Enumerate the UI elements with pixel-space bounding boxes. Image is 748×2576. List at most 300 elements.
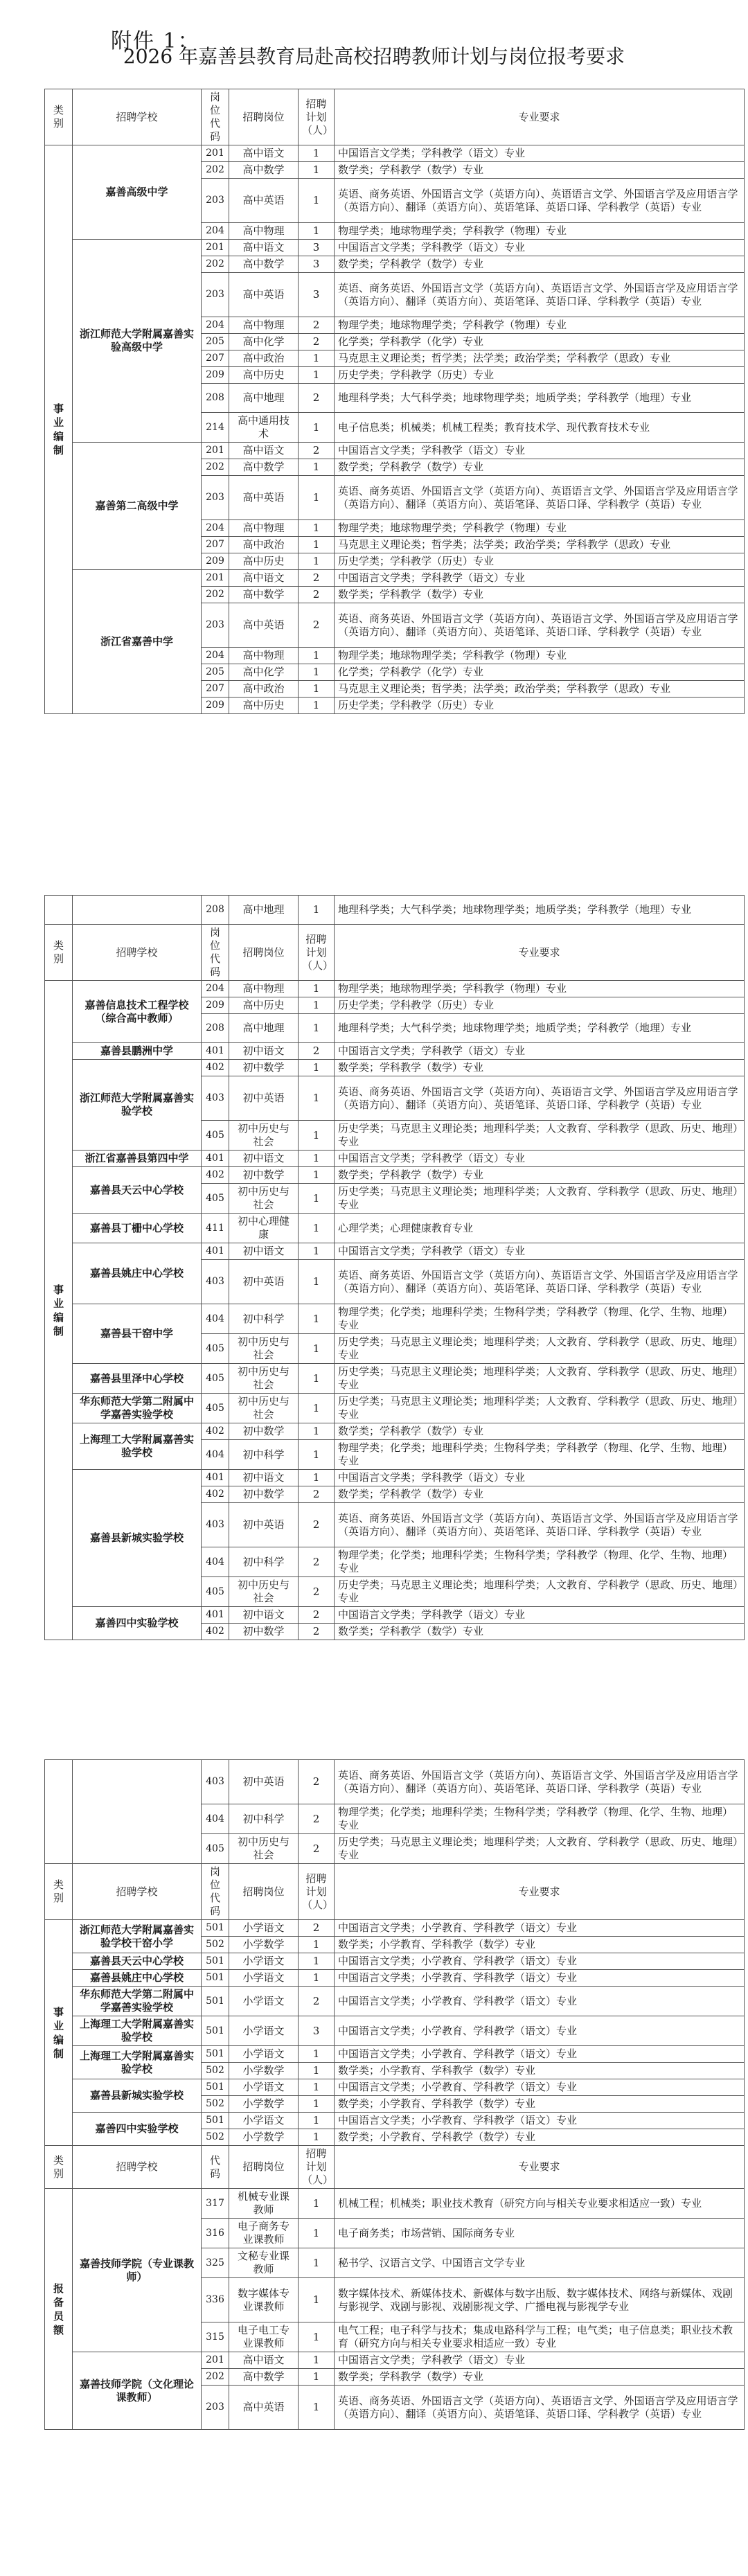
school-cell: 嘉善县天云中心学校 [73,1953,202,1970]
requirement-cell: 物理学类；化学类；地理科学类；生物科学类；学科教学（物理、化学、生物、地理）专业 [335,1440,745,1470]
requirement-cell: 中国语言文学类；小学教育、学科教学（语文）专业 [335,1987,745,2016]
post-code-cell: 403 [202,1503,229,1547]
requirement-cell: 中国语言文学类；小学教育、学科教学（语文）专业 [335,1920,745,1937]
post-name-cell: 高中数学 [229,587,299,603]
post-name-cell: 高中物理 [229,223,299,240]
school-cell: 浙江师范大学附属嘉善实验高级中学 [73,240,202,443]
requirement-cell: 物理学类；化学类；地理科学类；生物科学类；学科教学（物理、化学、生物、地理）专业 [335,1804,745,1834]
headcount-cell: 2 [299,317,335,334]
post-name-cell: 高中政治 [229,537,299,553]
post-code-cell: 201 [202,240,229,256]
headcount-cell: 1 [299,1260,335,1304]
post-code-cell: 402 [202,1060,229,1076]
post-code-cell: 402 [202,1486,229,1503]
requirement-cell: 中国语言文学类；学科教学（语文）专业 [335,1243,745,1260]
post-code-cell: 403 [202,1760,229,1804]
headcount-cell: 1 [299,2063,335,2079]
header-requirements: 专业要求 [335,1864,745,1920]
requirement-cell: 中国语言文学类；小学教育、学科教学（语文）专业 [335,2113,745,2129]
header-position: 招聘岗位 [229,1864,299,1920]
requirement-cell: 历史学类；马克思主义理论类；地理科学类；人文教育、学科教学（思政、历史、地理）专业 [335,1364,745,1394]
post-name-cell: 高中数学 [229,2369,299,2386]
school-cell: 嘉善高级中学 [73,145,202,240]
requirement-cell: 英语、商务英语、外国语言文学（英语方向）、英语语言文学、外国语言学及应用语言学（英语方向）、翻译（英语方向）、英语笔译、英语口译、学科教学（英语）专业 [335,1503,745,1547]
post-code-cell: 205 [202,334,229,350]
recruitment-table-page1 [44,89,745,714]
headcount-cell: 1 [299,1394,335,1423]
post-name-cell: 高中历史 [229,367,299,384]
post-code-cell: 402 [202,1423,229,1440]
requirement-cell: 中国语言文学类；小学教育、学科教学（语文）专业 [335,2016,745,2046]
requirement-cell: 中国语言文学类；学科教学（语文）专业 [335,570,745,587]
requirement-cell: 中国语言文学类；小学教育、学科教学（语文）专业 [335,1970,745,1987]
post-name-cell: 高中物理 [229,317,299,334]
school-cell: 嘉善四中实验学校 [73,1607,202,1640]
header-count: 招聘计划（人） [299,2146,335,2189]
requirement-cell: 地理科学类；大气科学类；地球物理学类；地质学类；学科教学（地理）专业 [335,1014,745,1043]
post-code-cell: 209 [202,698,229,714]
requirement-cell: 中国语言文学类；学科教学（语文）专业 [335,2352,745,2369]
header-category: 类别 [45,1864,73,1920]
post-name-cell: 小学语文 [229,2113,299,2129]
headcount-cell: 1 [299,896,335,925]
requirement-cell: 历史学类；学科教学（历史）专业 [335,997,745,1014]
post-name-cell: 小学语文 [229,2046,299,2063]
header-count: 招聘计划（人） [299,925,335,981]
table-header-row [45,925,745,981]
requirement-cell: 中国语言文学类；小学教育、学科教学（语文）专业 [335,1953,745,1970]
requirement-cell: 数学类；学科教学（数学）专业 [335,1167,745,1184]
school-cell: 嘉善县丁栅中心学校 [73,1214,202,1243]
headcount-cell: 2 [299,1987,335,2016]
headcount-cell: 1 [299,1953,335,1970]
post-code-cell: 207 [202,537,229,553]
headcount-cell: 3 [299,2016,335,2046]
requirement-cell: 历史学类；马克思主义理论类；地理科学类；人文教育、学科教学（思政、历史、地理）专业 [335,1577,745,1607]
category-cell: 事 业 编 制 [45,145,73,714]
requirement-cell: 数学类；小学教育、学科教学（数学）专业 [335,2129,745,2146]
requirement-cell: 数学类；小学教育、学科教学（数学）专业 [335,1937,745,1953]
table-row [45,1470,745,1486]
post-code-cell: 315 [202,2322,229,2352]
headcount-cell: 2 [299,1834,335,1864]
requirement-cell: 数学类；学科教学（数学）专业 [335,1486,745,1503]
post-name-cell: 高中数学 [229,162,299,179]
post-code-cell: 502 [202,2129,229,2146]
post-name-cell: 初中数学 [229,1624,299,1640]
post-code-cell: 325 [202,2248,229,2278]
post-code-cell: 202 [202,2369,229,2386]
post-code-cell: 405 [202,1184,229,1214]
requirement-cell: 中国语言文学类；小学教育、学科教学（语文）专业 [335,2079,745,2096]
requirement-cell: 中国语言文学类；学科教学（语文）专业 [335,145,745,162]
post-code-cell: 502 [202,2063,229,2079]
post-name-cell: 初中英语 [229,1503,299,1547]
headcount-cell: 1 [299,1304,335,1334]
headcount-cell: 1 [299,1167,335,1184]
table-row [45,1060,745,1076]
school-cell: 嘉善县鹏洲中学 [73,1043,202,1060]
post-name-cell: 初中语文 [229,1470,299,1486]
post-name-cell: 高中历史 [229,553,299,570]
school-cell: 嘉善县姚庄中心学校 [73,1243,202,1304]
headcount-cell: 1 [299,2113,335,2129]
requirement-cell: 历史学类；学科教学（历史）专业 [335,553,745,570]
school-cell: 嘉善县天云中心学校 [73,1167,202,1214]
table-row [45,1243,745,1260]
table-row [45,443,745,459]
post-name-cell: 高中历史 [229,698,299,714]
header-category: 类别 [45,2146,73,2189]
headcount-cell: 2 [299,443,335,459]
post-name-cell: 小学数学 [229,2096,299,2113]
post-name-cell: 高中物理 [229,648,299,664]
post-name-cell: 高中语文 [229,145,299,162]
school-cell: 嘉善技师学院（文化理论课教师） [73,2352,202,2430]
headcount-cell: 1 [299,145,335,162]
table-row [45,1304,745,1334]
header-school: 招聘学校 [73,2146,202,2189]
requirement-cell: 英语、商务英语、外国语言文学（英语方向）、英语语言文学、外国语言学及应用语言学（英语方向）、翻译（英语方向）、英语笔译、英语口译、学科教学（英语）专业 [335,476,745,520]
post-name-cell: 初中历史与社会 [229,1834,299,1864]
table-row [45,2189,745,2219]
headcount-cell: 1 [299,223,335,240]
school-cell: 嘉善第二高级中学 [73,443,202,570]
table-header-row [45,89,745,145]
post-code-cell: 202 [202,162,229,179]
post-code-cell: 502 [202,2096,229,2113]
headcount-cell: 2 [299,1503,335,1547]
post-code-cell: 401 [202,1607,229,1624]
post-code-cell: 336 [202,2278,229,2322]
page-title: 2026 年嘉善县教育局赴高校招聘教师计划与岗位报考要求 [123,45,625,68]
headcount-cell: 1 [299,1214,335,1243]
requirement-cell: 数学类；学科教学（数学）专业 [335,1624,745,1640]
post-name-cell: 初中历史与社会 [229,1121,299,1151]
post-code-cell: 209 [202,997,229,1014]
post-name-cell: 小学语文 [229,1953,299,1970]
post-name-cell: 高中数学 [229,256,299,273]
post-code-cell: 317 [202,2189,229,2219]
school-cell: 上海理工大学附属嘉善实验学校 [73,1423,202,1470]
school-cell: 浙江省嘉善县第四中学 [73,1151,202,1167]
post-code-cell: 405 [202,1364,229,1394]
post-name-cell: 电子商务专业课教师 [229,2219,299,2248]
requirement-cell: 数学类；小学教育、学科教学（数学）专业 [335,2096,745,2113]
requirement-cell: 英语、商务英语、外国语言文学（英语方向）、英语语言文学、外国语言学及应用语言学（英语方向）、翻译（英语方向）、英语笔译、英语口译、学科教学（英语）专业 [335,2386,745,2430]
post-code-cell: 204 [202,317,229,334]
requirement-cell: 数字媒体技术、新媒体技术、新媒体与数字出版、数字媒体技术、网络与新媒体、戏剧与影视学、戏剧与影视、戏剧影视文学、广播电视与影视学专业 [335,2278,745,2322]
post-code-cell: 403 [202,1076,229,1121]
headcount-cell: 2 [299,587,335,603]
table-row [45,2016,745,2046]
requirement-cell: 化学类；学科教学（化学）专业 [335,334,745,350]
post-code-cell: 316 [202,2219,229,2248]
header-position: 招聘岗位 [229,89,299,145]
headcount-cell: 2 [299,1624,335,1640]
post-name-cell: 高中语文 [229,240,299,256]
school-cell: 嘉善县里泽中心学校 [73,1364,202,1394]
post-name-cell: 初中英语 [229,1760,299,1804]
post-code-cell: 208 [202,896,229,925]
post-code-cell: 501 [202,2079,229,2096]
post-name-cell: 机械专业课教师 [229,2189,299,2219]
post-name-cell: 初中数学 [229,1486,299,1503]
header-school: 招聘学校 [73,89,202,145]
headcount-cell: 1 [299,648,335,664]
headcount-cell: 3 [299,240,335,256]
post-code-cell: 204 [202,981,229,997]
headcount-cell: 2 [299,1804,335,1834]
school-cell: 上海理工大学附属嘉善实验学校 [73,2046,202,2079]
requirement-cell: 化学类；学科教学（化学）专业 [335,664,745,681]
headcount-cell: 3 [299,256,335,273]
table-row [45,1760,745,1804]
post-code-cell: 404 [202,1804,229,1834]
headcount-cell: 1 [299,2369,335,2386]
headcount-cell: 2 [299,384,335,413]
post-name-cell: 高中地理 [229,896,299,925]
post-code-cell: 207 [202,681,229,698]
requirement-cell: 英语、商务英语、外国语言文学（英语方向）、英语语言文学、外国语言学及应用语言学（英语方向）、翻译（英语方向）、英语笔译、英语口译、学科教学（英语）专业 [335,179,745,223]
post-name-cell: 小学数学 [229,1937,299,1953]
post-code-cell: 405 [202,1121,229,1151]
table-row [45,1423,745,1440]
requirement-cell: 物理学类；地球物理学类；学科教学（物理）专业 [335,317,745,334]
headcount-cell: 2 [299,1547,335,1577]
header-requirements: 专业要求 [335,89,745,145]
post-code-cell: 501 [202,2016,229,2046]
headcount-cell: 1 [299,1243,335,1260]
requirement-cell: 数学类；学科教学（数学）专业 [335,2369,745,2386]
table-row [45,240,745,256]
table-row [45,1364,745,1394]
post-code-cell: 403 [202,1260,229,1304]
post-code-cell: 501 [202,1987,229,2016]
post-name-cell: 初中历史与社会 [229,1364,299,1394]
headcount-cell: 1 [299,520,335,537]
headcount-cell: 1 [299,2386,335,2430]
requirement-cell: 历史学类；马克思主义理论类；地理科学类；人文教育、学科教学（思政、历史、地理）专业 [335,1834,745,1864]
post-name-cell: 高中地理 [229,1014,299,1043]
post-code-cell: 203 [202,603,229,648]
headcount-cell: 1 [299,1121,335,1151]
empty-cell [45,1760,73,1864]
requirement-cell: 数学类；学科教学（数学）专业 [335,587,745,603]
post-name-cell: 初中语文 [229,1043,299,1060]
post-code-cell: 401 [202,1470,229,1486]
post-code-cell: 501 [202,1920,229,1937]
requirement-cell: 中国语言文学类；学科教学（语文）专业 [335,1151,745,1167]
post-name-cell: 高中历史 [229,997,299,1014]
requirement-cell: 中国语言文学类；学科教学（语文）专业 [335,1470,745,1486]
recruitment-table-page2 [44,895,745,1640]
requirement-cell: 地理科学类；大气科学类；地球物理学类；地质学类；学科教学（地理）专业 [335,384,745,413]
category-cell: 事 业 编 制 [45,1920,73,2146]
post-name-cell: 数字媒体专业课教师 [229,2278,299,2322]
school-cell: 浙江省嘉善中学 [73,570,202,714]
post-name-cell: 高中通用技术 [229,413,299,443]
post-name-cell: 高中化学 [229,334,299,350]
headcount-cell: 2 [299,334,335,350]
headcount-cell: 1 [299,1334,335,1364]
headcount-cell: 3 [299,273,335,317]
post-code-cell: 404 [202,1304,229,1334]
empty-cell [45,896,73,925]
headcount-cell: 1 [299,1076,335,1121]
headcount-cell: 1 [299,367,335,384]
recruitment-table-page3 [44,1759,745,2430]
table-row [45,1394,745,1423]
table-row [45,1970,745,1987]
requirement-cell: 历史学类；学科教学（历史）专业 [335,698,745,714]
school-cell: 浙江师范大学附属嘉善实验学校 [73,1060,202,1151]
header-code: 岗位代码 [202,925,229,981]
table-row [45,145,745,162]
post-name-cell: 高中政治 [229,681,299,698]
post-name-cell: 初中历史与社会 [229,1394,299,1423]
post-name-cell: 高中数学 [229,459,299,476]
post-code-cell: 502 [202,1937,229,1953]
headcount-cell: 2 [299,1920,335,1937]
post-name-cell: 初中心理健康 [229,1214,299,1243]
post-name-cell: 电子电工专业课教师 [229,2322,299,2352]
header-category: 类别 [45,925,73,981]
post-name-cell: 初中历史与社会 [229,1334,299,1364]
post-name-cell: 小学语文 [229,1970,299,1987]
header-code: 岗位代码 [202,89,229,145]
requirement-cell: 秘书学、汉语言文学、中国语言文学专业 [335,2248,745,2278]
headcount-cell: 1 [299,1937,335,1953]
post-name-cell: 高中物理 [229,981,299,997]
headcount-cell: 2 [299,570,335,587]
requirement-cell: 英语、商务英语、外国语言文学（英语方向）、英语语言文学、外国语言学及应用语言学（英语方向）、翻译（英语方向）、英语笔译、英语口译、学科教学（英语）专业 [335,1076,745,1121]
school-cell: 嘉善县姚庄中心学校 [73,1970,202,1987]
post-code-cell: 209 [202,553,229,570]
headcount-cell: 1 [299,2046,335,2063]
headcount-cell: 1 [299,1470,335,1486]
headcount-cell: 1 [299,681,335,698]
requirement-cell: 电气工程；电子科学与技术；集成电路科学与工程；电气类；电子信息类；职业技术教育（研究方向与相关专业要求相适应一致）专业 [335,2322,745,2352]
table-row [45,1151,745,1167]
post-code-cell: 201 [202,145,229,162]
requirement-cell: 数学类；学科教学（数学）专业 [335,459,745,476]
table-row [45,1214,745,1243]
post-name-cell: 文秘专业课教师 [229,2248,299,2278]
requirement-cell: 物理学类；地球物理学类；学科教学（物理）专业 [335,223,745,240]
post-code-cell: 405 [202,1834,229,1864]
post-code-cell: 201 [202,570,229,587]
post-code-cell: 205 [202,664,229,681]
post-name-cell: 初中语文 [229,1151,299,1167]
empty-cell [73,896,202,925]
headcount-cell: 1 [299,2278,335,2322]
post-code-cell: 401 [202,1151,229,1167]
headcount-cell: 1 [299,476,335,520]
school-cell: 华东师范大学第二附属中学嘉善实验学校 [73,1987,202,2016]
post-code-cell: 203 [202,273,229,317]
post-code-cell: 204 [202,648,229,664]
table-row [45,1043,745,1060]
post-code-cell: 405 [202,1577,229,1607]
headcount-cell: 2 [299,603,335,648]
school-cell: 嘉善信息技术工程学校（综合高中教师） [73,981,202,1043]
requirement-cell: 历史学类；马克思主义理论类；地理科学类；人文教育、学科教学（思政、历史、地理）专业 [335,1184,745,1214]
headcount-cell: 1 [299,2248,335,2278]
post-name-cell: 初中历史与社会 [229,1184,299,1214]
post-name-cell: 初中历史与社会 [229,1577,299,1607]
post-name-cell: 初中数学 [229,1060,299,1076]
post-code-cell: 501 [202,2113,229,2129]
post-name-cell: 初中数学 [229,1167,299,1184]
post-name-cell: 高中化学 [229,664,299,681]
requirement-cell: 马克思主义理论类；哲学类；法学类；政治学类；学科教学（思政）专业 [335,681,745,698]
requirement-cell: 中国语言文学类；学科教学（语文）专业 [335,240,745,256]
post-name-cell: 初中英语 [229,1076,299,1121]
requirement-cell: 英语、商务英语、外国语言文学（英语方向）、英语语言文学、外国语言学及应用语言学（英语方向）、翻译（英语方向）、英语笔译、英语口译、学科教学（英语）专业 [335,1760,745,1804]
post-name-cell: 高中语文 [229,2352,299,2369]
post-name-cell: 小学数学 [229,2063,299,2079]
category-cell: 事 业 编 制 [45,981,73,1640]
empty-cell [73,1760,202,1864]
headcount-cell: 1 [299,1423,335,1440]
post-code-cell: 204 [202,520,229,537]
post-name-cell: 小学语文 [229,2016,299,2046]
headcount-cell: 1 [299,2129,335,2146]
headcount-cell: 1 [299,162,335,179]
post-code-cell: 501 [202,1953,229,1970]
post-name-cell: 初中科学 [229,1547,299,1577]
table-header-row [45,1864,745,1920]
school-cell: 华东师范大学第二附属中学嘉善实验学校 [73,1394,202,1423]
header-position: 招聘岗位 [229,2146,299,2189]
school-cell: 嘉善四中实验学校 [73,2113,202,2146]
post-code-cell: 202 [202,256,229,273]
post-code-cell: 404 [202,1440,229,1470]
category-cell: 报 备 员 额 [45,2189,73,2430]
header-category: 类别 [45,89,73,145]
post-name-cell: 高中物理 [229,520,299,537]
post-code-cell: 209 [202,367,229,384]
post-name-cell: 小学语文 [229,2079,299,2096]
header-count: 招聘计划（人） [299,1864,335,1920]
table-row [45,1920,745,1937]
post-code-cell: 202 [202,587,229,603]
requirement-cell: 物理学类；地球物理学类；学科教学（物理）专业 [335,648,745,664]
post-code-cell: 202 [202,459,229,476]
post-code-cell: 402 [202,1167,229,1184]
post-code-cell: 203 [202,179,229,223]
header-count: 招聘计划（人） [299,89,335,145]
requirement-cell: 马克思主义理论类；哲学类；法学类；政治学类；学科教学（思政）专业 [335,537,745,553]
table-row [45,1987,745,2016]
post-name-cell: 高中政治 [229,350,299,367]
post-code-cell: 501 [202,2046,229,2063]
requirement-cell: 地理科学类；大气科学类；地球物理学类；地质学类；学科教学（地理）专业 [335,896,745,925]
requirement-cell: 电子信息类；机械类；机械工程类；教育技术学、现代教育技术专业 [335,413,745,443]
table-row [45,1953,745,1970]
headcount-cell: 2 [299,1607,335,1624]
post-code-cell: 404 [202,1547,229,1577]
post-name-cell: 初中科学 [229,1804,299,1834]
post-code-cell: 208 [202,384,229,413]
headcount-cell: 1 [299,2096,335,2113]
post-code-cell: 204 [202,223,229,240]
school-cell: 浙江师范大学附属嘉善实验学校干窑小学 [73,1920,202,1953]
post-name-cell: 初中语文 [229,1607,299,1624]
post-code-cell: 208 [202,1014,229,1043]
headcount-cell: 1 [299,459,335,476]
